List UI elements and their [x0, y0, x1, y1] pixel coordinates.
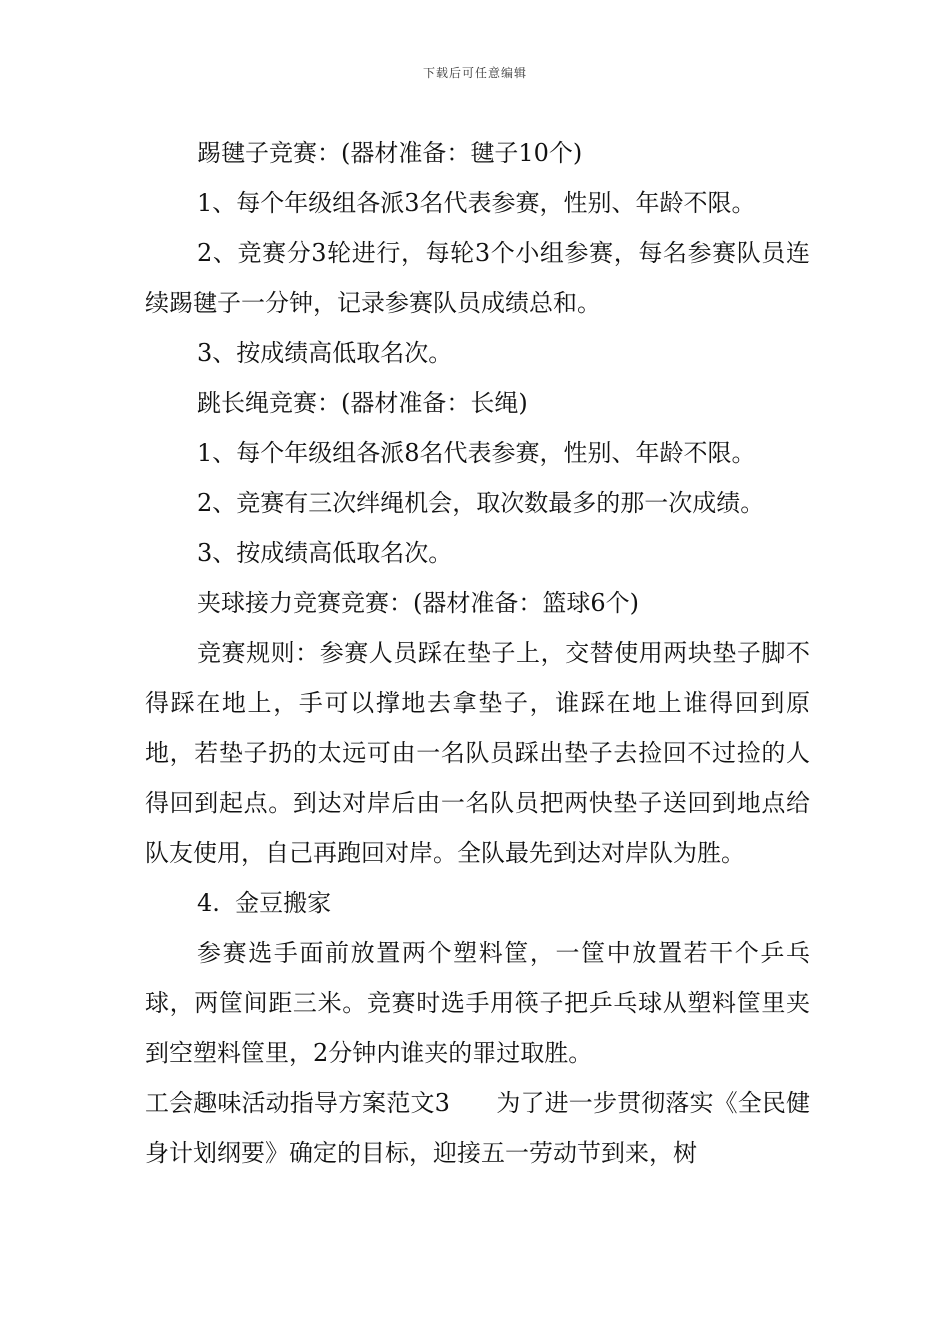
paragraph-plan-intro: 工会趣味活动指导方案范文3 为了进一步贯彻落实《全民健身计划纲要》确定的目标，迎接五一劳动节到来，树: [145, 1089, 810, 1167]
paragraph-shuttlecock-rule-3: 3、按成绩高低取名次。: [197, 339, 453, 367]
paragraph-shuttlecock-rule-1: 1、每个年级组各派3名代表参赛，性别、年龄不限。: [197, 189, 756, 217]
paragraph-rope-rule-1: 1、每个年级组各派8名代表参赛，性别、年龄不限。: [197, 439, 756, 467]
paragraph-relay-rules: 竞赛规则：参赛人员踩在垫子上，交替使用两块垫子脚不得踩在地上，手可以撑地去拿垫子，谁踩在地上谁得回到原地，若垫子扔的太远可由一名队员踩出垫子去捡回不过捡的人得回到起点。到达对岸后由一名队员把两快垫子送回到地点给队友使用，自己再跑回对岸。全队最先到达对岸队为胜。: [145, 639, 810, 867]
paragraph-shuttlecock-title: 踢毽子竞赛：(器材准备：毽子10个): [197, 139, 583, 167]
paragraph-rope-title: 跳长绳竞赛：(器材准备：长绳): [197, 389, 528, 417]
paragraph-rope-rule-2: 2、竞赛有三次绊绳机会，取次数最多的那一次成绩。: [197, 489, 765, 517]
paragraph-beans-rules: 参赛选手面前放置两个塑料筐，一筐中放置若干个乒乓球，两筐间距三米。竞赛时选手用筷子把乒乓球从塑料筐里夹到空塑料筐里，2分钟内谁夹的罪过取胜。: [145, 939, 810, 1067]
paragraph-shuttlecock-rule-2: 2、竞赛分3轮进行，每轮3个小组参赛，每名参赛队员连续踢毽子一分钟，记录参赛队员成绩总和。: [145, 239, 810, 317]
paragraph-rope-rule-3: 3、按成绩高低取名次。: [197, 539, 453, 567]
paragraph-beans-title: 4. 金豆搬家: [197, 889, 332, 917]
page-header: 下载后可任意编辑: [422, 66, 527, 80]
paragraph-relay-title: 夹球接力竞赛竞赛：(器材准备：篮球6个): [197, 589, 639, 617]
document-body: [145, 128, 810, 1178]
